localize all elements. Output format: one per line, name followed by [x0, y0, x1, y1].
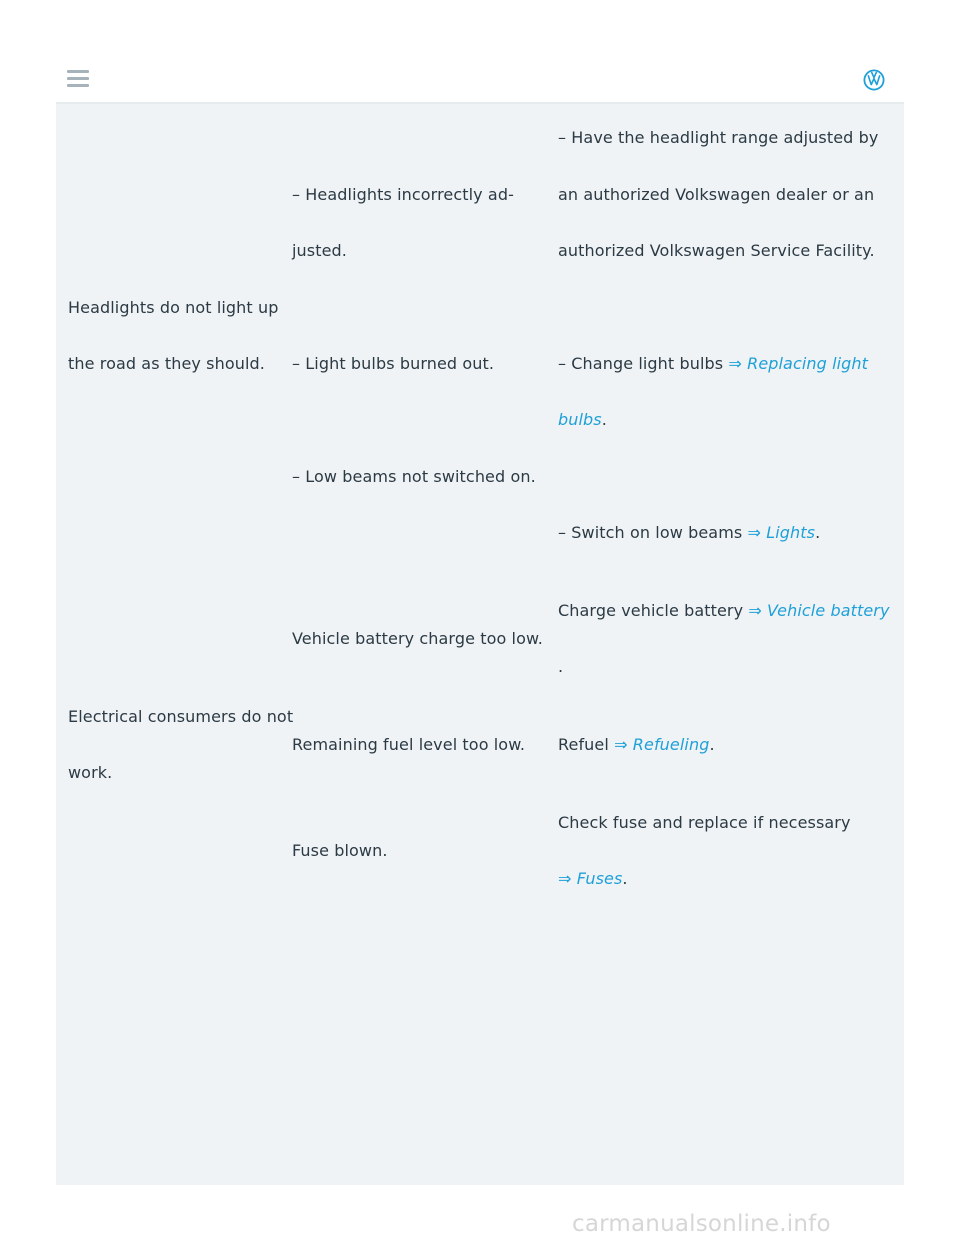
lights-link[interactable]: ⇒ Lights	[747, 523, 816, 542]
vehicle-battery-link[interactable]: ⇒ Vehicle battery	[748, 601, 890, 620]
electrical-solution1-suffix: .	[558, 657, 564, 676]
troubleshooting-table	[56, 104, 904, 1185]
headlights-solution3-prefix: – Switch on low beams	[558, 523, 743, 542]
headlights-cause1-line1: – Headlights incorrectly ad-	[292, 185, 514, 204]
electrical-cause2: Remaining fuel level too low.	[292, 735, 526, 754]
replacing-light-bulbs-link[interactable]: ⇒ Replacing light	[728, 354, 869, 373]
vw-logo-icon[interactable]	[863, 69, 885, 91]
headlights-solution2-suffix: .	[601, 410, 607, 429]
electrical-solution2	[558, 735, 715, 755]
refueling-link[interactable]: ⇒ Refueling	[614, 735, 710, 754]
headlights-solution2-prefix: – Change light bulbs	[558, 354, 724, 373]
headlights-solution3	[558, 523, 820, 543]
electrical-cause1: Vehicle battery charge too low.	[292, 629, 543, 648]
electrical-solution1-line1	[558, 601, 890, 621]
hamburger-menu-icon[interactable]	[67, 70, 89, 88]
electrical-problem-line2: work.	[68, 763, 113, 782]
electrical-solution2-prefix: Refuel	[558, 735, 609, 754]
top-bar	[56, 52, 904, 104]
headlights-solution2-line2	[558, 410, 607, 430]
headlights-solution1-line1: – Have the headlight range adjusted by	[558, 128, 879, 147]
headlights-problem-line1: Headlights do not light up	[68, 298, 279, 317]
headlights-solution1-line3: authorized Volkswagen Service Facility.	[558, 241, 875, 260]
watermark: carmanualsonline.info	[572, 1211, 831, 1237]
electrical-solution3-line2	[558, 869, 628, 889]
electrical-problem-line1: Electrical consumers do not	[68, 707, 294, 726]
headlights-solution2-line1	[558, 354, 868, 374]
replacing-light-bulbs-link-cont[interactable]: bulbs	[558, 410, 602, 429]
electrical-solution1-prefix: Charge vehicle battery	[558, 601, 744, 620]
electrical-solution2-suffix: .	[709, 735, 715, 754]
headlights-solution1-line2: an authorized Volkswagen dealer or an	[558, 185, 875, 204]
headlights-cause1-line2: justed.	[292, 241, 347, 260]
electrical-cause3: Fuse blown.	[292, 841, 388, 860]
headlights-cause3: – Low beams not switched on.	[292, 467, 536, 486]
electrical-solution3-line1: Check fuse and replace if necessary	[558, 813, 851, 832]
headlights-solution3-suffix: .	[815, 523, 821, 542]
headlights-cause2: – Light bulbs burned out.	[292, 354, 495, 373]
headlights-problem-line2: the road as they should.	[68, 354, 265, 373]
electrical-solution3-suffix: .	[622, 869, 628, 888]
fuses-link[interactable]: ⇒ Fuses	[558, 869, 623, 888]
